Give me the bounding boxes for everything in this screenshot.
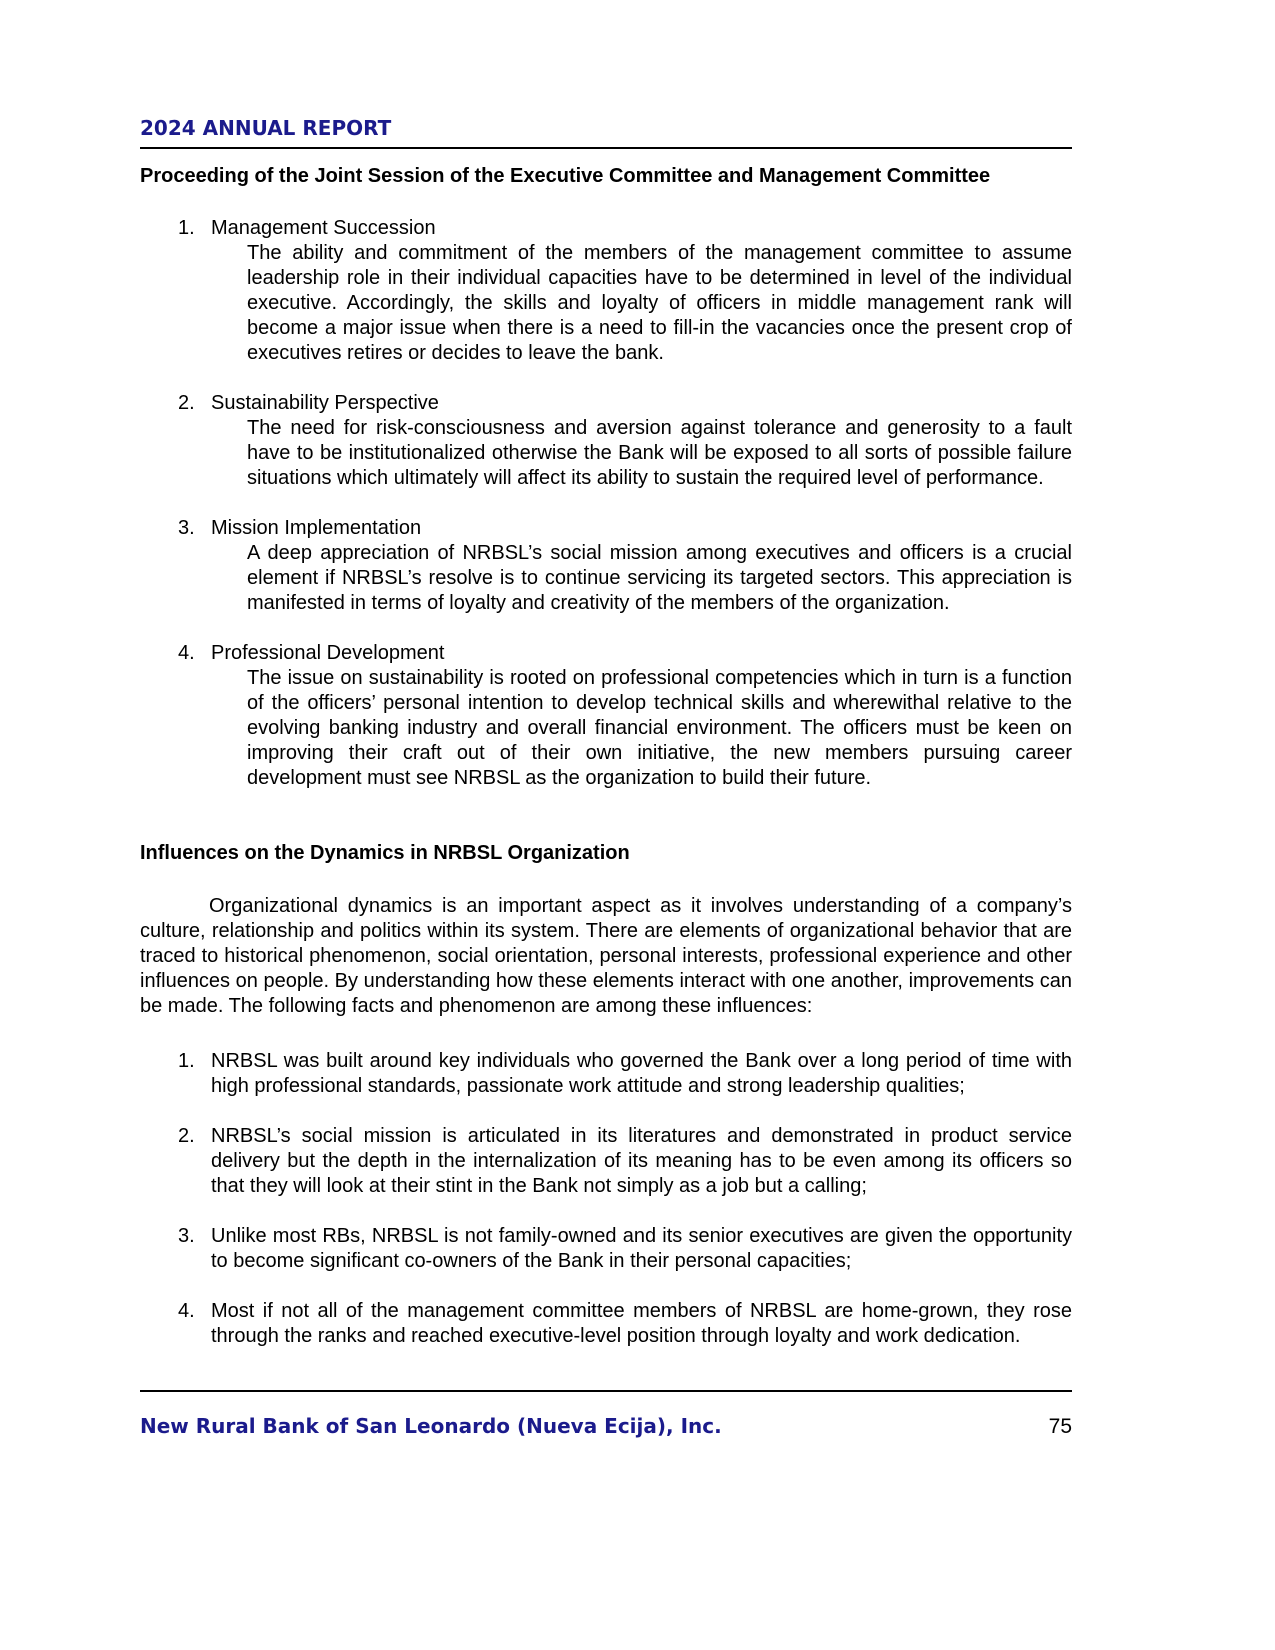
item-number: 4.	[178, 642, 195, 664]
joint-session-list	[140, 216, 1072, 791]
influences-list	[140, 1049, 1072, 1349]
list-item	[140, 1224, 1072, 1274]
influences-intro-paragraph: Organizational dynamics is an important aspect as it involves understanding of a company’s culture, relationship and politics within its system. There are elements of organizational behavior that are traced to historical phenomenon, social orientation, personal interests, professional experience and other influences on people. By understanding how these elements interact with one another, improvements can be made. The following facts and phenomenon are among these influences:	[140, 895, 1072, 1017]
footer-bank-name: New Rural Bank of San Leonardo (Nueva Ecija), Inc.	[140, 1414, 722, 1438]
running-header	[140, 117, 1072, 149]
list-item	[140, 216, 1072, 366]
item-number: 3.	[178, 517, 195, 539]
item-content	[211, 516, 1072, 616]
footer-rule	[140, 1390, 1072, 1392]
list-item	[140, 516, 1072, 616]
item-content	[211, 1224, 1072, 1274]
item-content	[211, 641, 1072, 791]
item-text: The need for risk-consciousness and aversion against tolerance and generosity to a fault have to be institutionalized otherwise the Bank will be exposed to all sorts of possible failure situations which ultimately will affect its ability to sustain the required level of performance.	[247, 417, 1072, 489]
item-content	[211, 1124, 1072, 1199]
list-item	[140, 1299, 1072, 1349]
page-content	[140, 117, 1072, 1349]
list-item	[140, 641, 1072, 791]
header-rule	[140, 147, 1072, 149]
item-content	[211, 391, 1072, 491]
item-number: 1.	[178, 1050, 195, 1072]
report-title: 2024 ANNUAL REPORT	[140, 116, 392, 140]
item-text: The ability and commitment of the members of the management committee to assume leadership role in their individual capacities have to be determined in level of the individual executive. Accordingly, the skills and loyalty of officers in middle management rank will become a major issue when there is a need to fill-in the vacancies once the present crop of executives retires or decides to leave the bank.	[247, 242, 1072, 364]
list-item	[140, 391, 1072, 491]
item-number: 3.	[178, 1225, 195, 1247]
item-title: Professional Development	[211, 642, 445, 664]
item-title: Mission Implementation	[211, 517, 422, 539]
item-number: 1.	[178, 217, 195, 239]
footer-row	[140, 1414, 1072, 1439]
item-content	[211, 1299, 1072, 1349]
item-text: Unlike most RBs, NRBSL is not family-owned and its senior executives are given the opportunity to become significant co-owners of the Bank in their personal capacities;	[211, 1225, 1072, 1272]
item-number: 2.	[178, 1125, 195, 1147]
list-item	[140, 1049, 1072, 1099]
footer-page-number: 75	[1048, 1415, 1072, 1438]
item-content	[211, 216, 1072, 366]
item-text: A deep appreciation of NRBSL’s social mission among executives and officers is a crucial element if NRBSL’s resolve is to continue servicing its targeted sectors. This appreciation is manifested in terms of loyalty and creativity of the members of the organization.	[247, 542, 1072, 614]
item-title: Management Succession	[211, 217, 436, 239]
item-text: Most if not all of the management committee members of NRBSL are home-grown, they rose through the ranks and reached executive-level position through loyalty and work dedication.	[211, 1300, 1072, 1347]
item-number: 2.	[178, 392, 195, 414]
list-item	[140, 1124, 1072, 1199]
page-footer	[140, 1390, 1072, 1439]
item-text: NRBSL’s social mission is articulated in its literatures and demonstrated in product service delivery but the depth in the internalization of its meaning has to be even among its officers so that they will look at their stint in the Bank not simply as a job but a calling;	[211, 1125, 1072, 1197]
item-text: NRBSL was built around key individuals who governed the Bank over a long period of time with high professional standards, passionate work attitude and strong leadership qualities;	[211, 1050, 1072, 1097]
section-heading-joint-session: Proceeding of the Joint Session of the Executive Committee and Management Committee	[140, 165, 991, 187]
item-title: Sustainability Perspective	[211, 392, 439, 414]
section-heading-influences: Influences on the Dynamics in NRBSL Organization	[140, 842, 630, 864]
item-number: 4.	[178, 1300, 195, 1322]
item-content	[211, 1049, 1072, 1099]
item-text: The issue on sustainability is rooted on professional competencies which in turn is a function of the officers’ personal intention to develop technical skills and wherewithal relative to the evolving banking industry and overall financial environment. The officers must be keen on improving their craft out of their own initiative, the new members pursuing career development must see NRBSL as the organization to build their future.	[247, 667, 1072, 789]
